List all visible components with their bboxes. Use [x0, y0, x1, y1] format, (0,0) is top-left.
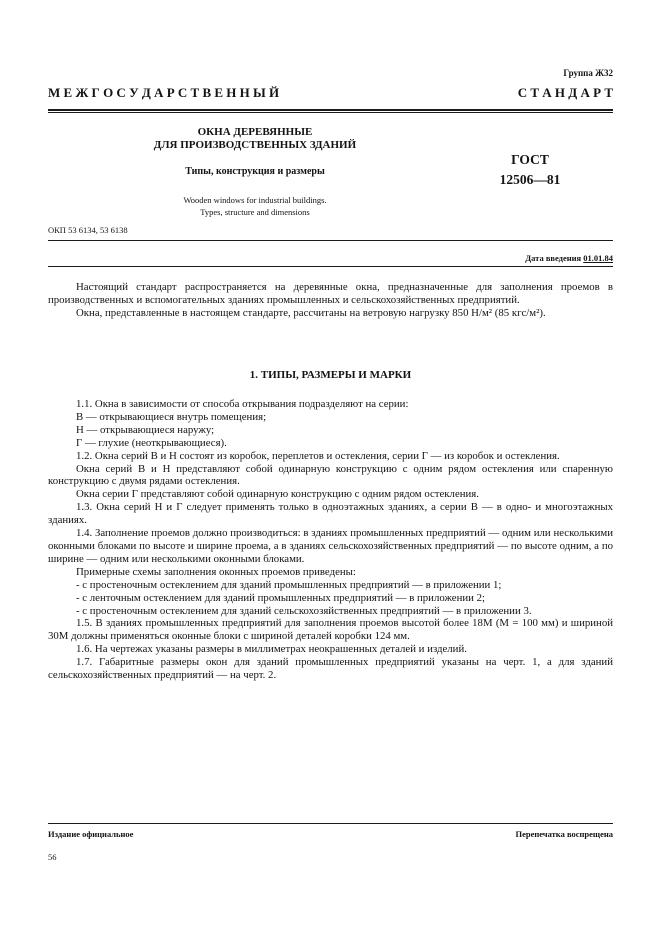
header-rule-thin [48, 112, 613, 113]
introduction-date [525, 253, 613, 263]
date-value: 01.01.84 [583, 253, 613, 263]
document-title [130, 126, 380, 152]
standard-banner [48, 84, 613, 102]
body-paragraph: 1.3. Окна серий Н и Г следует применять только в одноэтажных зданиях, а серии В — в одно- и многоэтажных зданиях. [48, 501, 613, 527]
header-rule-thick [48, 109, 613, 111]
body-paragraph: Примерные схемы заполнения оконных проемов приведены: [76, 565, 356, 578]
body-paragraph: - с простеночным остеклением для зданий промышленных предприятий — в приложении 1; [76, 578, 502, 591]
english-title-line-2: Types, structure and dimensions [200, 207, 310, 217]
body-paragraph: - с ленточным остеклением для зданий промышленных предприятий — в приложении 2; [76, 591, 486, 604]
okp-rule [48, 240, 613, 241]
title-line-1: ОКНА ДЕРЕВЯННЫЕ [197, 126, 313, 138]
title-line-2: ДЛЯ ПРОИЗВОДСТВЕННЫХ ЗДАНИЙ [153, 139, 357, 151]
date-rule [48, 266, 613, 267]
gost-number: 12506—81 [499, 172, 561, 187]
gost-label: ГОСТ [511, 152, 549, 167]
english-title-line-1: Wooden windows for industrial buildings. [183, 195, 327, 205]
body-paragraph: 1.1. Окна в зависимости от способа открывания подразделяют на серии: [76, 398, 409, 410]
body-paragraph: - с простеночным остеклением для зданий сельскохозяйственных предприятий — в приложении 3. [76, 604, 532, 617]
body-paragraph: 1.7. Габаритные размеры окон для зданий промышленных предприятий указаны на черт. 1, а для зданий сельскохозяйственных предприятий — на черт. 2. [48, 656, 613, 682]
banner-interstate: М Е Ж Г О С У Д А Р С Т В Е Н Н Ы Й [48, 85, 280, 100]
body-paragraph: Окна серий В и Н представляют собой одинарную конструкцию с одним рядом остекления или спаренную конструкцию с двумя рядами остекления. [48, 462, 613, 488]
body-paragraph: Г — глухие (неоткрывающиеся). [76, 436, 227, 449]
gost-designation [470, 150, 590, 190]
body-paragraph: 1.5. В зданиях промышленных предприятий для заполнения проемов высотой более 18М (М = 100 мм) и шириной 30М должны применяться оконные блоки с шириной деталей коробки 124 мм. [48, 617, 613, 643]
body-paragraph: Н — открывающиеся наружу; [76, 423, 215, 436]
body-paragraph: Окна серии Г представляют собой одинарную конструкцию с одним рядом остекления. [76, 488, 479, 501]
date-label: Дата введения [525, 253, 582, 263]
english-title [130, 194, 380, 218]
body-paragraph: 1.6. На чертежах указаны размеры в миллиметрах неокрашенных деталей и изделий. [76, 643, 467, 656]
official-edition-note: Издание официальное [48, 829, 134, 839]
document-subtitle: Типы, конструкция и размеры [185, 166, 325, 177]
intro-paragraph: Окна, представленные в настоящем стандарте, рассчитаны на ветровую нагрузку 850 Н/м² (85 кгс/м²). [76, 306, 546, 319]
body-paragraph: 1.2. Окна серий В и Н состоят из коробок, переплетов и остекления, серии Г — из коробок и остекления. [76, 449, 560, 462]
section-heading: 1. ТИПЫ, РАЗМЕРЫ И МАРКИ [249, 369, 412, 381]
reprint-prohibited-note: Перепечатка воспрещена [515, 829, 613, 839]
intro-text [48, 281, 613, 320]
body-paragraph: 1.4. Заполнение проемов должно производиться: в зданиях промышленных предприятий — одним или несколькими оконными блоками по высоте и ширине проема, а в зданиях сельскохозяйственных предприятий — по высоте одним, а по ширине — одним или несколькими оконными блоками. [48, 527, 613, 565]
section-body [48, 398, 613, 682]
intro-paragraph: Настоящий стандарт распространяется на деревянные окна, предназначенные для заполнения проемов в производственных и вспомогательных зданиях промышленных и сельскохозяйственных предприятий. [48, 281, 613, 306]
banner-standard: С Т А Н Д А Р Т [517, 85, 613, 100]
page-number: 56 [48, 852, 57, 862]
group-code: Группа Ж32 [563, 68, 613, 78]
footer-rule [48, 823, 613, 824]
okp-code: ОКП 53 6134, 53 6138 [48, 225, 128, 235]
body-paragraph: В — открывающиеся внутрь помещения; [76, 410, 267, 423]
